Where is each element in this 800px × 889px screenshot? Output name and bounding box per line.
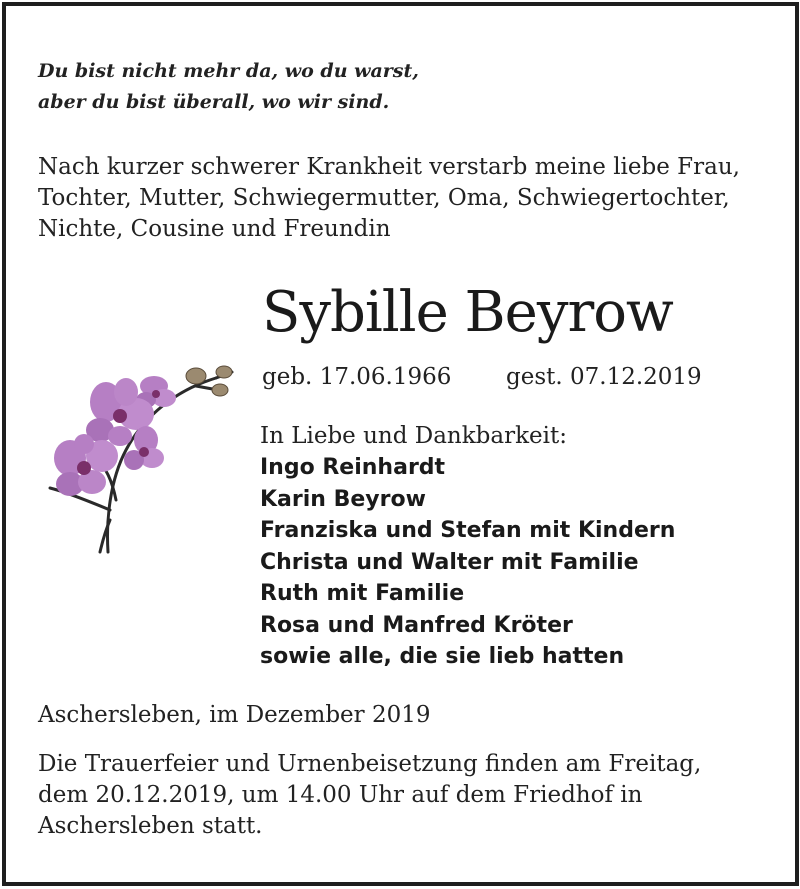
mourners-lead: In Liebe und Dankbarkeit:	[260, 423, 567, 449]
death-date: gest. 07.12.2019	[506, 364, 702, 390]
birth-date: geb. 17.06.1966	[262, 364, 452, 390]
intro-text	[38, 152, 740, 245]
mourner-name: Ingo Reinhardt	[260, 455, 446, 480]
mourner-name: Karin Beyrow	[260, 486, 426, 512]
funeral-service-info	[38, 749, 701, 842]
place-date: Aschersleben, im Dezember 2019	[38, 702, 431, 728]
service-line-3: Aschersleben statt.	[38, 813, 263, 839]
quote	[38, 56, 419, 118]
orchid-icon	[46, 360, 240, 556]
mourner-name: Ruth mit Familie	[260, 581, 465, 606]
deceased-name: Sybille Beyrow	[262, 280, 673, 345]
service-line-2: dem 20.12.2019, um 14.00 Uhr auf dem Friedhof in	[38, 782, 643, 808]
mourner-name: Rosa und Manfred Kröter	[260, 612, 573, 638]
intro-line-3: Nichte, Cousine und Freundin	[38, 216, 391, 242]
mourner-name: sowie alle, die sie lieb hatten	[260, 644, 625, 669]
quote-line-1: Du bist nicht mehr da, wo du warst,	[38, 60, 419, 82]
mourner-name: Franziska und Stefan mit Kindern	[260, 518, 676, 543]
quote-line-2: aber du bist überall, wo wir sind.	[38, 91, 390, 113]
mourner-name: Christa und Walter mit Familie	[260, 549, 639, 575]
service-line-1: Die Trauerfeier und Urnenbeisetzung finden am Freitag,	[38, 751, 702, 777]
intro-line-1: Nach kurzer schwerer Krankheit verstarb meine liebe Frau,	[38, 154, 740, 180]
mourners-block	[260, 421, 675, 673]
intro-line-2: Tochter, Mutter, Schwiegermutter, Oma, Schwiegertochter,	[38, 185, 730, 211]
